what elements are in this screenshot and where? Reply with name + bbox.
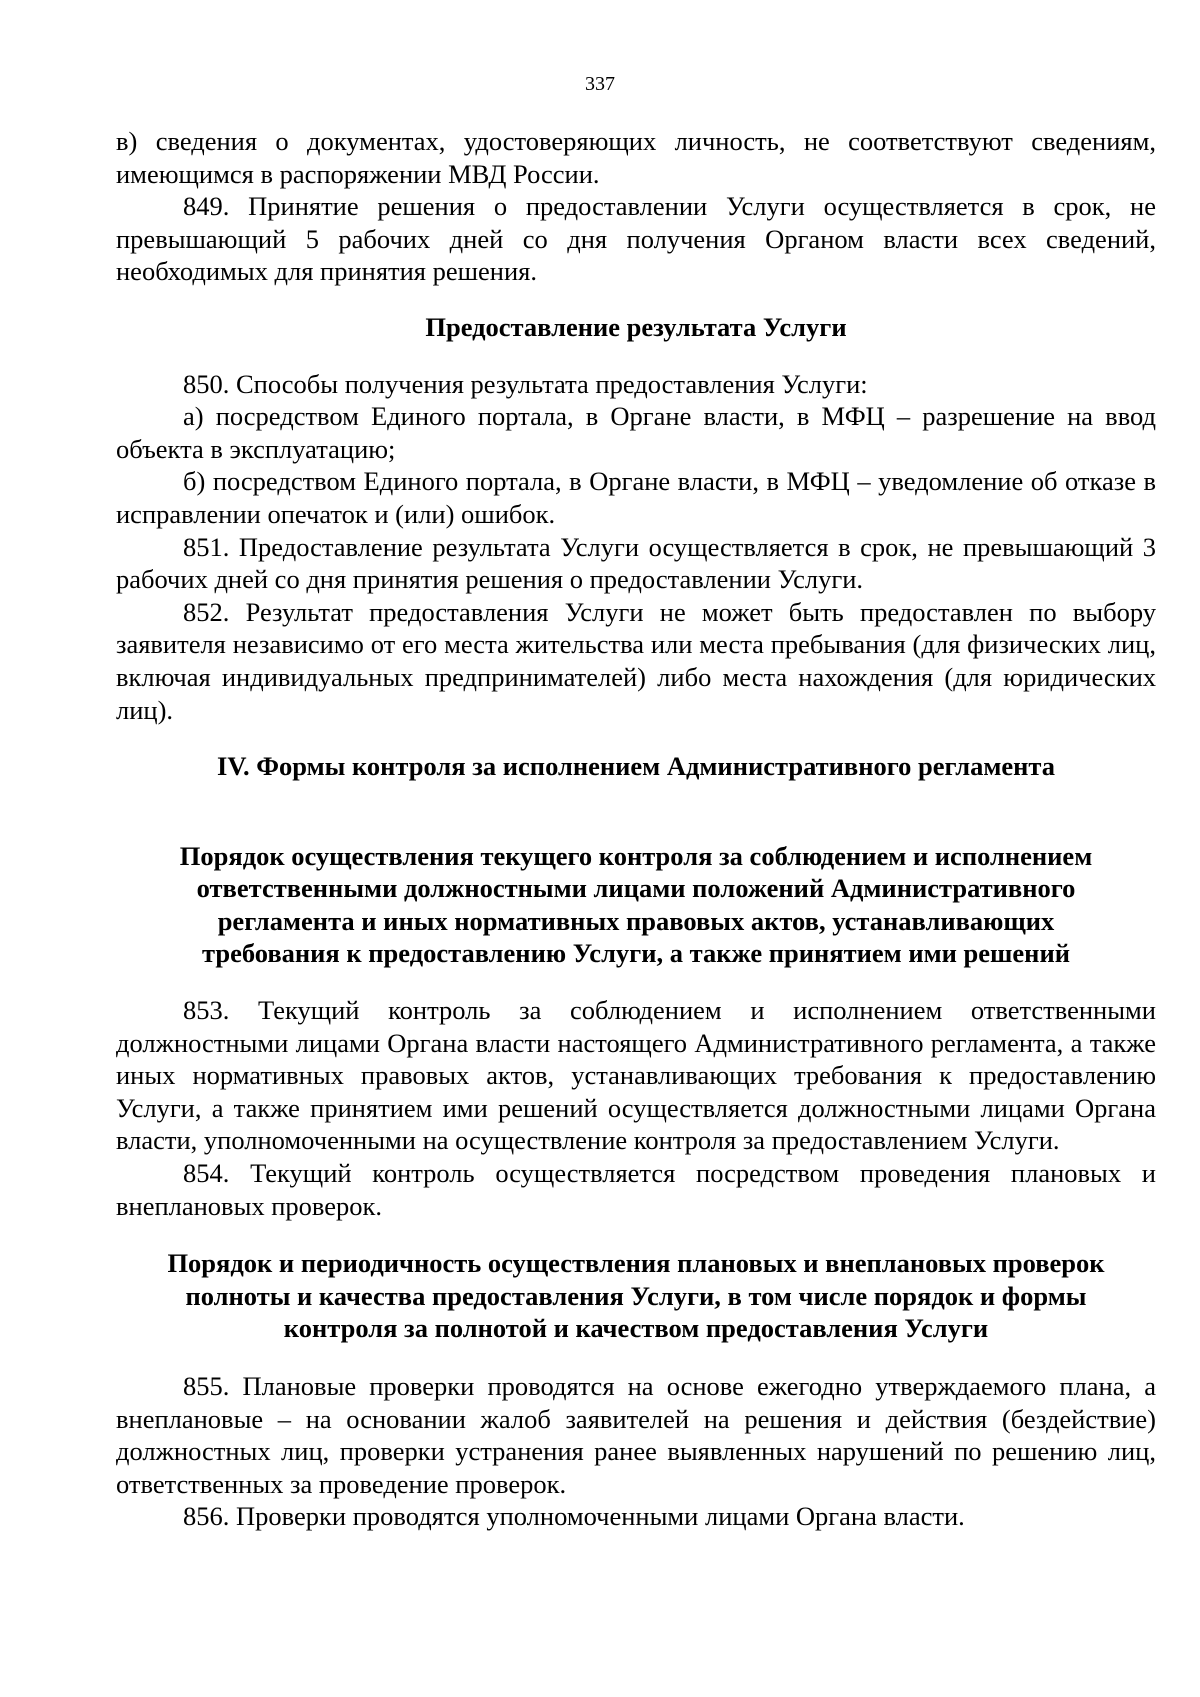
paragraph: 850. Способы получения результата предоставления Услуги: bbox=[183, 368, 868, 399]
paragraph: 856. Проверки проводятся уполномоченными лицами Органа власти. bbox=[183, 1501, 965, 1532]
section-heading-line: требования к предоставлению Услуги, а также принятием ими решений bbox=[202, 938, 1070, 969]
section-heading-line: IV. Формы контроля за исполнением Административного регламента bbox=[217, 751, 1055, 782]
section-heading-line: полноты и качества предоставления Услуги, в том числе порядок и формы bbox=[185, 1280, 1087, 1311]
paragraph: 854. Текущий контроль осуществляется посредством проведения плановых и внеплановых проверок. bbox=[116, 1158, 1156, 1221]
paragraph: 852. Результат предоставления Услуги не может быть предоставлен по выбору заявителя независимо от его места жительства или места пребывания (для физических лиц, включая индивидуальных предпринимателей) либо места нахождения (для юридических лиц). bbox=[116, 596, 1156, 725]
paragraph: 853. Текущий контроль за соблюдением и исполнением ответственными должностными лицами Органа власти настоящего Административного регламента, а также иных нормативных правовых актов, устанавливающих требования к предоставлению Услуги, а также принятием ими решений осуществляется должностными лицами Органа власти, уполномоченными на осуществление контроля за предоставлением Услуги. bbox=[116, 995, 1156, 1156]
page-number: 337 bbox=[585, 73, 615, 95]
section-heading bbox=[116, 1247, 1156, 1345]
document-body bbox=[116, 125, 1156, 1533]
paragraph: а) посредством Единого портала, в Органе власти, в МФЦ – разрешение на ввод объекта в эксплуатацию; bbox=[116, 401, 1156, 464]
section-heading-line: ответственными должностными лицами положений Административного bbox=[196, 873, 1076, 904]
section-heading-line: регламента и иных нормативных правовых актов, устанавливающих bbox=[217, 905, 1055, 936]
paragraph: 849. Принятие решения о предоставлении Услуги осуществляется в срок, не превышающий 5 рабочих дней со дня получения Органом власти всех сведений, необходимых для принятия решения. bbox=[116, 191, 1156, 287]
section-heading bbox=[116, 311, 1156, 344]
paragraph: 855. Плановые проверки проводятся на основе ежегодно утверждаемого плана, а внеплановые – на основании жалоб заявителей на решения и действия (бездействие) должностных лиц, проверки устранения ранее выявленных нарушений по решению лиц, ответственных за проведение проверок. bbox=[116, 1371, 1156, 1499]
paragraph: в) сведения о документах, удостоверяющих личность, не соответствуют сведениям, имеющимся в распоряжении МВД России. bbox=[116, 126, 1156, 189]
section-heading-line: Предоставление результата Услуги bbox=[425, 311, 847, 342]
section-heading-line: контроля за полнотой и качеством предоставления Услуги bbox=[283, 1313, 989, 1344]
section-heading-line: Порядок и периодичность осуществления плановых и внеплановых проверок bbox=[167, 1248, 1105, 1279]
paragraph: б) посредством Единого портала, в Органе власти, в МФЦ – уведомление об отказе в исправлении опечаток и (или) ошибок. bbox=[116, 466, 1156, 529]
section-heading bbox=[116, 840, 1156, 970]
section-heading bbox=[116, 750, 1156, 783]
paragraph: 851. Предоставление результата Услуги осуществляется в срок, не превышающий 3 рабочих дней со дня принятия решения о предоставлении Услуги. bbox=[116, 531, 1156, 595]
section-heading-line: Порядок осуществления текущего контроля за соблюдением и исполнением bbox=[179, 840, 1093, 871]
